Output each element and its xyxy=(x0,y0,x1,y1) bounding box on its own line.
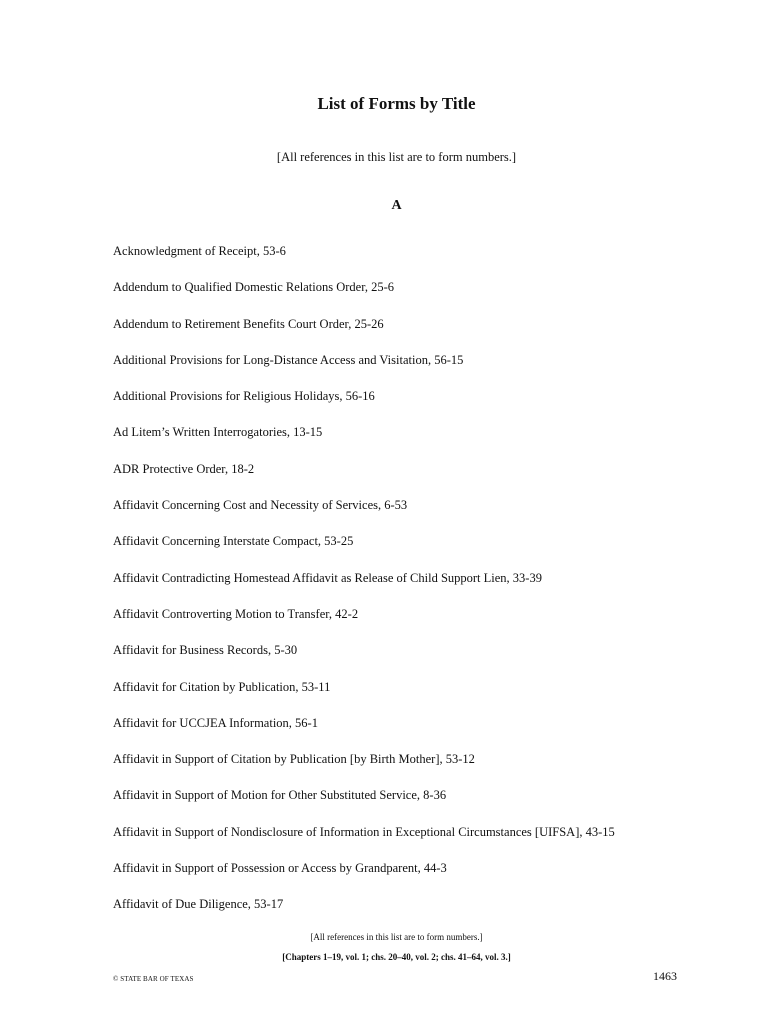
list-item: Affidavit for Business Records, 5-30 xyxy=(113,643,298,658)
list-item: Addendum to Qualified Domestic Relations Order, 25-6 xyxy=(113,280,395,295)
copyright-notice: © STATE BAR OF TEXAS xyxy=(113,975,194,983)
footer-note: [All references in this list are to form numbers.] xyxy=(310,932,483,942)
list-item: Affidavit in Support of Possession or Access by Grandparent, 44-3 xyxy=(113,861,447,876)
page-title: List of Forms by Title xyxy=(317,94,476,113)
list-item: Affidavit Concerning Interstate Compact, 53-25 xyxy=(113,534,354,549)
list-item: Affidavit in Support of Nondisclosure of Information in Exceptional Circumstances [UIFSA], 43-15 xyxy=(113,824,615,839)
forms-list xyxy=(113,243,615,933)
list-item: Affidavit Contradicting Homestead Affidavit as Release of Child Support Lien, 33-39 xyxy=(113,570,542,585)
list-item: Affidavit of Due Diligence, 53-17 xyxy=(113,897,284,912)
page-number: 1463 xyxy=(653,969,677,983)
list-item: Additional Provisions for Long-Distance Access and Visitation, 56-15 xyxy=(113,352,464,367)
list-item: Affidavit Concerning Cost and Necessity of Services, 6-53 xyxy=(113,498,408,513)
list-item: Affidavit for Citation by Publication, 53-11 xyxy=(113,679,331,694)
list-item: Addendum to Retirement Benefits Court Order, 25-26 xyxy=(113,316,384,331)
list-item: Affidavit for UCCJEA Information, 56-1 xyxy=(113,715,318,730)
list-item: Ad Litem’s Written Interrogatories, 13-15 xyxy=(113,425,323,440)
page-note: [All references in this list are to form numbers.] xyxy=(276,150,517,164)
footer-chapters: [Chapters 1–19, vol. 1; chs. 20–40, vol. 2; chs. 41–64, vol. 3.] xyxy=(282,952,511,962)
list-item: Affidavit in Support of Motion for Other Substituted Service, 8-36 xyxy=(113,788,447,803)
list-item: Additional Provisions for Religious Holidays, 56-16 xyxy=(113,389,375,404)
list-item: Affidavit in Support of Citation by Publication [by Birth Mother], 53-12 xyxy=(113,752,475,767)
list-item: ADR Protective Order, 18-2 xyxy=(113,461,255,476)
list-item: Affidavit Controverting Motion to Transfer, 42-2 xyxy=(113,606,359,621)
section-heading-letter: A xyxy=(391,198,402,213)
list-item: Acknowledgment of Receipt, 53-6 xyxy=(113,244,286,258)
